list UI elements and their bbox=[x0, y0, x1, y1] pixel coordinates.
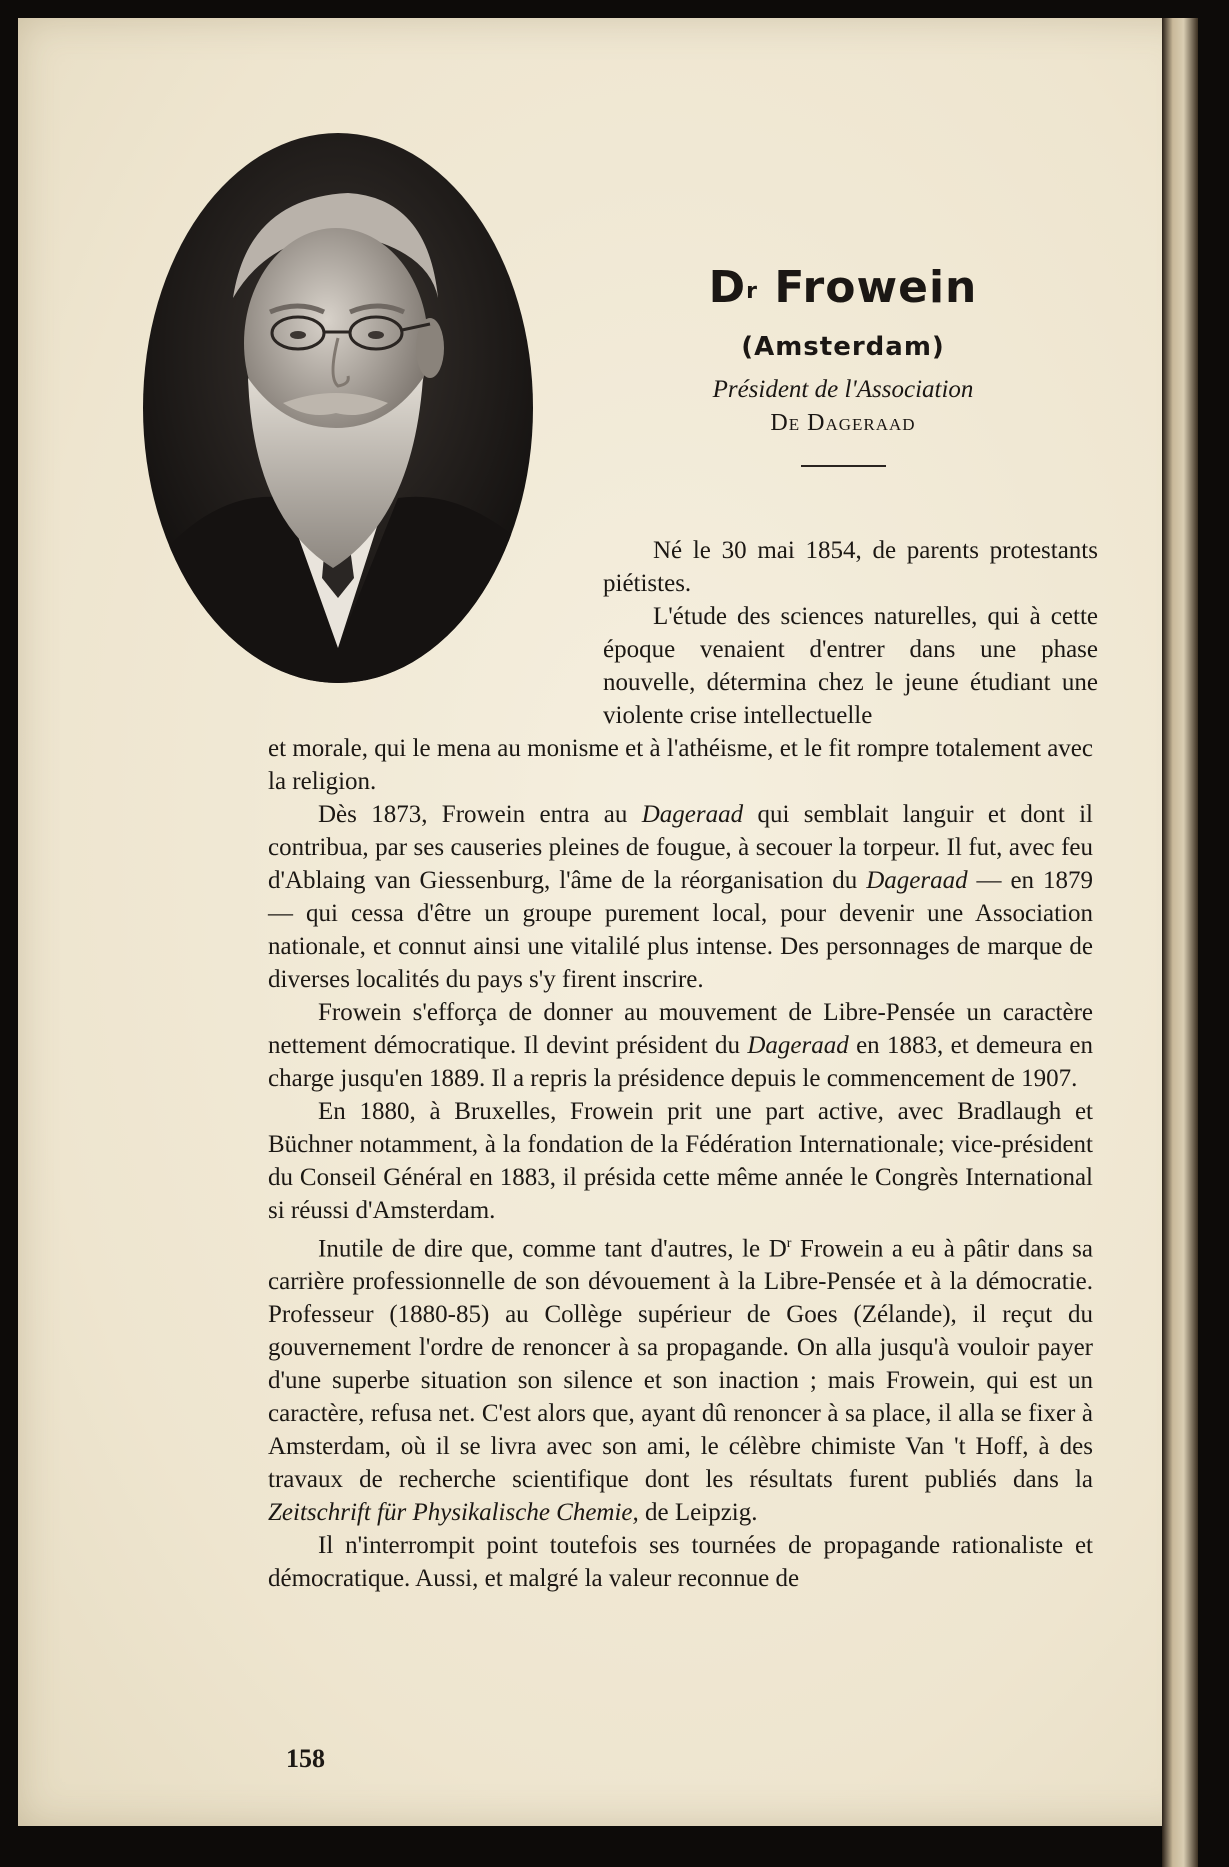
italic-run: Dageraad bbox=[866, 867, 968, 894]
divider-rule bbox=[801, 465, 886, 467]
role-line: Président de l'Association bbox=[712, 376, 974, 403]
paragraph-3 bbox=[268, 996, 1093, 1095]
title-prefix: D bbox=[708, 262, 747, 313]
intro-paragraph-1: Né le 30 mai 1854, de parents protestants piétistes. bbox=[603, 537, 1098, 597]
header-block bbox=[628, 258, 1058, 467]
page-number: 158 bbox=[286, 1744, 325, 1773]
paragraph-4: En 1880, à Bruxelles, Frowein prit une part active, avec Bradlaugh et Büchner notamment, à la fondation de la Fédération Internationale; vice-président du Conseil Général en 1883, il présida cette même année le Congrès International si réussi d'Amsterdam. bbox=[268, 1098, 1093, 1224]
superscript: r bbox=[786, 1236, 792, 1251]
city-subtitle: (Amsterdam) bbox=[741, 332, 945, 362]
page-edge bbox=[1162, 18, 1198, 1867]
portrait-photo bbox=[138, 128, 538, 688]
text-run: Dès 1873, Frowein entra au bbox=[318, 801, 642, 828]
text-run: Inutile de dire que, comme tant d'autres, le D bbox=[318, 1235, 787, 1263]
text-run: qui semblait languir et dont il contribua, par ses causeries pleines de fougue, à secouer la torpeur. Il fut, avec feu d'Ablaing van Giessenburg, l'âme de la réorganisation du bbox=[268, 801, 1093, 894]
italic-run: Zeitschrift für Physikalische Chemie, bbox=[268, 1499, 639, 1527]
intro-text bbox=[603, 534, 1098, 732]
italic-run: Dageraad bbox=[641, 801, 744, 828]
paragraph-continuation: et morale, qui le mena au monisme et à l'athéisme, et le fit rompre totalement avec la religion. bbox=[268, 735, 1093, 795]
italic-run: Dageraad bbox=[747, 1032, 849, 1059]
book-page bbox=[18, 18, 1198, 1826]
title-superscript: r bbox=[746, 279, 758, 304]
paragraph-2 bbox=[268, 798, 1093, 996]
text-run: Frowein a eu à pâtir dans sa carrière professionnelle de son dévouement à la Libre-Pensée et à la démocratie. Professeur (1880-85) au Collège supérieur de Goes (Zélande), il reçut du gouvernement l'ordre de renoncer à sa propagande. On alla jusqu'à vouloir payer d'une superbe situation son silence et son inaction ; mais Frowein, qui est un caractère, refusa net. C'est alors que, ayant dû renoncer à sa place, il alla se fixer à Amsterdam, où il se livra avec son ami, le célèbre chimiste Van 't Hoff, à des travaux de recherche scientifique dont les résultats furent publiés dans la bbox=[268, 1235, 1093, 1494]
text-run: Frowein s'efforça de donner au mouvement de Libre-Pensée un caractère nettement démocratique. Il devint président du bbox=[268, 999, 1093, 1059]
title-name: Frowein bbox=[758, 262, 978, 313]
paragraph-5 bbox=[268, 1227, 1093, 1529]
text-run: de Leipzig. bbox=[638, 1499, 758, 1527]
intro-paragraph-2: L'étude des sciences naturelles, qui à cette époque venaient d'entrer dans une phase nouvelle, détermina chez le jeune étudiant une violente crise intellectuelle bbox=[603, 603, 1098, 729]
text-run: — en 1879 — qui cessa d'être un groupe purement local, pour devenir une Association nationale, et connut ainsi une vitalilé plus intense. Des personnages de marque de diverses localités du pays s'y firent inscrire. bbox=[268, 867, 1093, 993]
association-name: De Dageraad bbox=[770, 410, 916, 436]
paragraph-6: Il n'interrompit point toutefois ses tournées de propagande rationaliste et démocratique. Aussi, et malgré la valeur reconnue de bbox=[268, 1532, 1093, 1593]
text-run: en 1883, et demeura en charge jusqu'en 1889. Il a repris la présidence depuis le commencement de 1907. bbox=[268, 1032, 1093, 1092]
body-text bbox=[268, 732, 1093, 1595]
page-title bbox=[628, 258, 1058, 318]
